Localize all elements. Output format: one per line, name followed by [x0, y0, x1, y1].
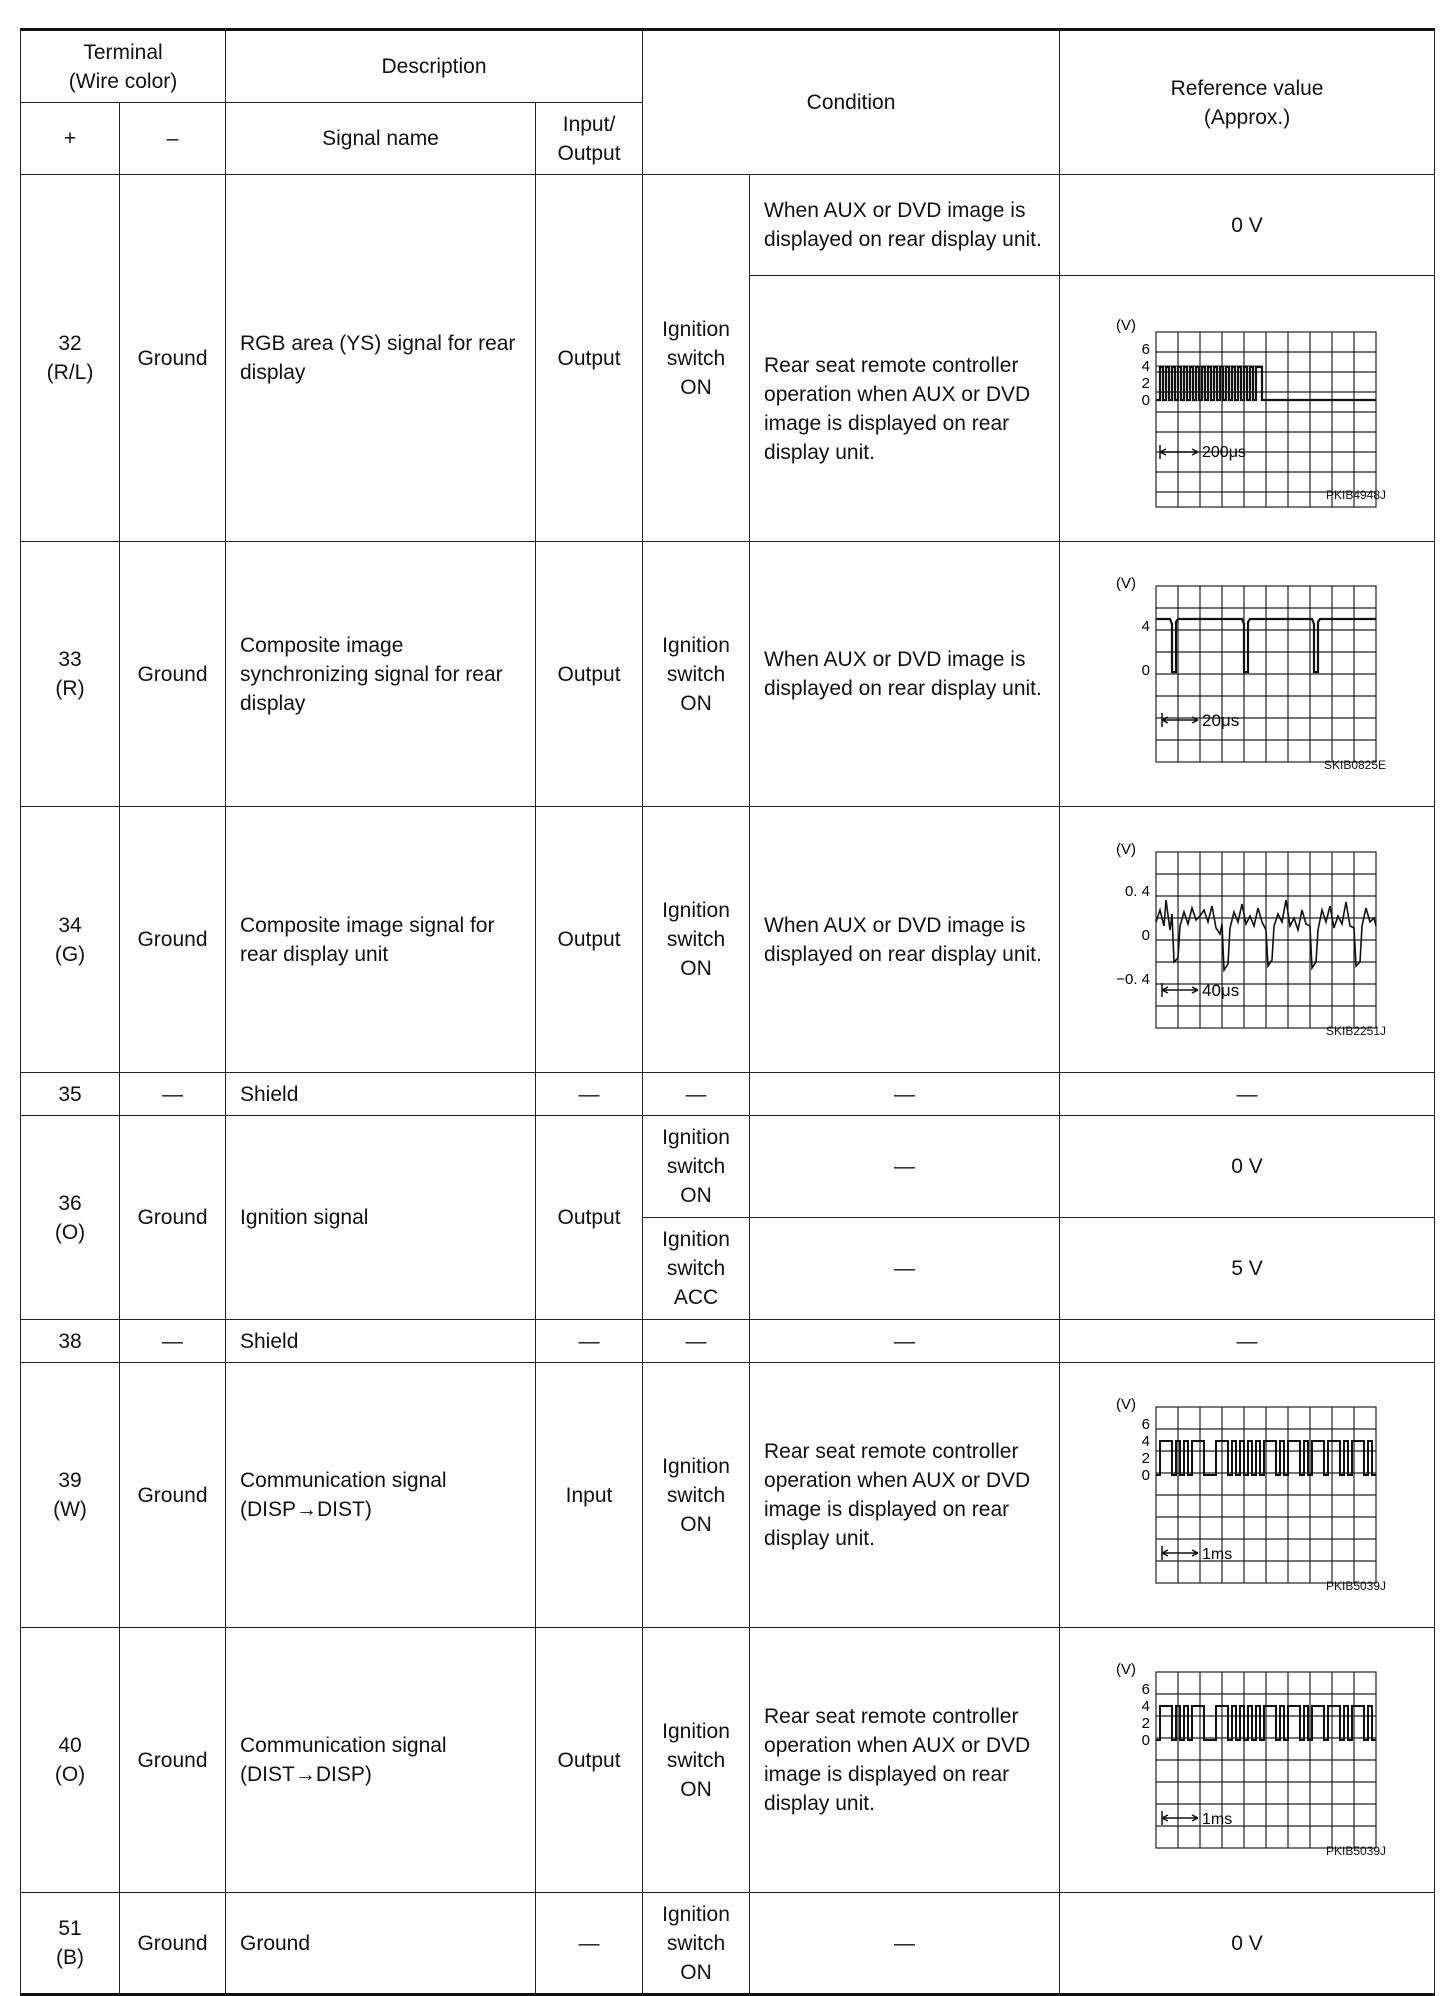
ignition-word: Ignition	[662, 1126, 730, 1149]
ignition-word: Ignition	[662, 1228, 730, 1251]
reference-waveform	[1060, 276, 1435, 542]
terminal-spec-table	[20, 28, 1435, 1996]
minus-terminal: Ground	[120, 807, 226, 1073]
unit-label: (V)	[1116, 1661, 1137, 1678]
input-output: —	[536, 1893, 643, 1995]
terminal-id: 39	[58, 1469, 82, 1492]
figure-code: PKIB5039J	[1325, 1844, 1387, 1858]
oscilloscope-waveform	[1102, 1385, 1392, 1605]
table-row	[21, 1893, 1435, 1995]
terminal-number	[21, 1893, 120, 1995]
approx-label: (Approx.)	[1203, 105, 1291, 129]
table-row	[21, 542, 1435, 807]
table-row	[21, 807, 1435, 1073]
ignition-word: Ignition	[662, 1902, 730, 1926]
y-tick: 0. 4	[1125, 882, 1151, 900]
signal-name-header: Signal name	[226, 103, 536, 175]
signal-name: RGB area (YS) signal for rear display	[226, 175, 536, 542]
condition: —	[750, 1073, 1060, 1116]
terminal-number	[21, 175, 120, 542]
condition: —	[750, 1320, 1060, 1363]
minus-terminal: Ground	[120, 1628, 226, 1893]
wire-color: (W)	[53, 1498, 87, 1521]
reference-value: 0 V	[1060, 175, 1435, 276]
unit-label: (V)	[1116, 316, 1137, 334]
y-tick: 2	[1141, 1715, 1151, 1732]
condition: When AUX or DVD image is displayed on rear display unit.	[750, 175, 1060, 276]
switch-position: ON	[680, 1960, 712, 1984]
input-output: Output	[536, 175, 643, 542]
ignition-state	[643, 1628, 750, 1893]
oscilloscope-waveform	[1102, 564, 1392, 784]
condition: —	[750, 1218, 1060, 1320]
minus-terminal: —	[120, 1073, 226, 1116]
switch-word: switch	[666, 1483, 726, 1507]
reference-value: 5 V	[1060, 1218, 1435, 1320]
table-row	[21, 1320, 1435, 1363]
terminal-number: 38	[21, 1320, 120, 1363]
terminal-number	[21, 542, 120, 807]
figure-code: PKIB5039J	[1325, 1579, 1387, 1593]
input-output: Input	[536, 1363, 643, 1628]
minus-terminal: Ground	[120, 1116, 226, 1320]
input-output: —	[536, 1073, 643, 1116]
ignition-word: Ignition	[662, 1719, 730, 1743]
switch-word: switch	[666, 928, 726, 951]
y-tick: 0	[1141, 391, 1151, 409]
terminal-number	[21, 807, 120, 1073]
time-division: 40μs	[1202, 980, 1240, 1000]
minus-terminal: —	[120, 1320, 226, 1363]
ignition-word: Ignition	[662, 1454, 730, 1478]
condition: When AUX or DVD image is displayed on rear display unit.	[750, 807, 1060, 1073]
terminal-number	[21, 1116, 120, 1320]
y-tick: 4	[1141, 1433, 1151, 1450]
switch-word: switch	[666, 1748, 726, 1772]
ignition-state: —	[643, 1320, 750, 1363]
time-division: 200μs	[1202, 443, 1246, 461]
minus-header: –	[120, 103, 226, 175]
terminal-number	[21, 1628, 120, 1893]
switch-word: switch	[666, 1257, 726, 1280]
table-row	[21, 1628, 1435, 1893]
wire-color: (O)	[54, 1763, 86, 1786]
switch-position: ACC	[673, 1286, 719, 1309]
switch-word: switch	[666, 1155, 726, 1178]
switch-word: switch	[666, 346, 726, 370]
signal-name	[226, 1363, 536, 1628]
input-output-header	[536, 103, 643, 175]
signal-name: Shield	[226, 1320, 536, 1363]
ignition-state	[643, 1363, 750, 1628]
condition: Rear seat remote controller operation when AUX or DVD image is displayed on rear display unit.	[750, 1363, 1060, 1628]
time-division: 1ms	[1202, 1811, 1233, 1828]
switch-position: ON	[680, 1184, 712, 1207]
wire-color-label: (Wire color)	[68, 69, 178, 93]
signal-name	[226, 1628, 536, 1893]
signal-direction: (DISP→DIST)	[240, 1498, 372, 1521]
switch-position: ON	[680, 957, 712, 980]
table-row	[21, 1116, 1435, 1218]
switch-position: ON	[680, 1777, 712, 1801]
table-row	[21, 175, 1435, 276]
terminal-number	[21, 1363, 120, 1628]
terminal-id: 40	[58, 1734, 82, 1757]
input-output: —	[536, 1320, 643, 1363]
wire-color: (R/L)	[46, 361, 94, 384]
oscilloscope-waveform	[1102, 830, 1392, 1050]
condition: Rear seat remote controller operation when AUX or DVD image is displayed on rear display unit.	[750, 276, 1060, 542]
ignition-state	[643, 542, 750, 807]
input-output-label-1: Input/	[562, 112, 616, 136]
reference-waveform	[1060, 542, 1435, 807]
wire-color: (O)	[54, 1220, 86, 1244]
signal-name: Shield	[226, 1073, 536, 1116]
ignition-state	[643, 1218, 750, 1320]
signal-name: Ground	[226, 1893, 536, 1995]
figure-code: SKIB2251J	[1325, 1023, 1387, 1038]
terminal-id: 36	[58, 1191, 82, 1215]
unit-label: (V)	[1116, 840, 1137, 858]
switch-position: ON	[680, 691, 712, 715]
reference-value: 0 V	[1060, 1893, 1435, 1995]
terminal-id: 51	[58, 1917, 82, 1940]
y-tick: 2	[1141, 1450, 1151, 1467]
minus-terminal: Ground	[120, 1893, 226, 1995]
figure-code: PKIB4948J	[1325, 487, 1387, 502]
ignition-word: Ignition	[662, 317, 730, 341]
terminal-number: 35	[21, 1073, 120, 1116]
y-tick: 4	[1141, 618, 1151, 635]
switch-word: switch	[666, 662, 726, 686]
ignition-word: Ignition	[662, 633, 730, 657]
wire-color: (R)	[55, 677, 85, 700]
minus-terminal: Ground	[120, 175, 226, 542]
terminal-label: Terminal	[83, 40, 163, 64]
terminal-id: 34	[58, 913, 82, 937]
terminal-header	[21, 30, 226, 103]
ignition-state	[643, 175, 750, 542]
y-tick: 0	[1141, 926, 1151, 944]
ignition-state	[643, 1893, 750, 1995]
y-tick: 0	[1141, 1732, 1151, 1749]
y-tick: 6	[1141, 1416, 1151, 1433]
input-output-label-2: Output	[557, 141, 621, 165]
wire-color: (G)	[54, 942, 86, 966]
reference-value: 0 V	[1060, 1116, 1435, 1218]
minus-terminal: Ground	[120, 542, 226, 807]
reference-waveform	[1060, 1363, 1435, 1628]
oscilloscope-waveform	[1102, 304, 1392, 514]
input-output: Output	[536, 1628, 643, 1893]
reference-value-label: Reference value	[1170, 76, 1324, 100]
signal-direction: (DIST→DISP)	[240, 1763, 372, 1786]
y-tick: 2	[1141, 374, 1151, 392]
terminal-id: 33	[58, 648, 82, 671]
unit-label: (V)	[1116, 575, 1137, 592]
condition: —	[750, 1893, 1060, 1995]
switch-position: ON	[680, 1512, 712, 1536]
terminal-id: 32	[58, 332, 82, 355]
unit-label: (V)	[1116, 1396, 1137, 1413]
oscilloscope-waveform	[1102, 1650, 1392, 1870]
wire-color: (B)	[56, 1946, 84, 1969]
condition: When AUX or DVD image is displayed on rear display unit.	[750, 542, 1060, 807]
minus-terminal: Ground	[120, 1363, 226, 1628]
table-row	[21, 1363, 1435, 1628]
ignition-word: Ignition	[662, 899, 730, 922]
y-tick: 0	[1141, 662, 1151, 679]
y-tick: 6	[1141, 1681, 1151, 1698]
y-tick: −0. 4	[1116, 970, 1151, 988]
signal-name: Composite image signal for rear display unit	[226, 807, 536, 1073]
switch-word: switch	[666, 1931, 726, 1955]
reference-waveform	[1060, 1628, 1435, 1893]
ignition-state	[643, 807, 750, 1073]
plus-header: +	[21, 103, 120, 175]
ignition-state: —	[643, 1073, 750, 1116]
reference-value: —	[1060, 1320, 1435, 1363]
y-tick: 0	[1141, 1467, 1151, 1484]
signal-name-line: Communication signal	[240, 1469, 447, 1492]
condition: —	[750, 1116, 1060, 1218]
table-row	[21, 1073, 1435, 1116]
signal-name: Ignition signal	[226, 1116, 536, 1320]
condition: Rear seat remote controller operation when AUX or DVD image is displayed on rear display unit.	[750, 1628, 1060, 1893]
signal-name: Composite image synchronizing signal for rear display	[226, 542, 536, 807]
y-tick: 4	[1141, 1698, 1151, 1715]
y-tick: 6	[1141, 340, 1151, 358]
reference-value: —	[1060, 1073, 1435, 1116]
y-tick: 4	[1141, 357, 1151, 375]
input-output: Output	[536, 542, 643, 807]
switch-position: ON	[680, 375, 712, 399]
ignition-state	[643, 1116, 750, 1218]
time-division: 1ms	[1202, 1546, 1233, 1563]
header-row-1	[21, 30, 1435, 103]
description-header: Description	[226, 30, 643, 103]
figure-code: SKIB0825E	[1323, 758, 1387, 772]
condition-header: Condition	[643, 30, 1060, 175]
input-output: Output	[536, 1116, 643, 1320]
signal-name-line: Communication signal	[240, 1734, 447, 1757]
reference-value-header	[1060, 30, 1435, 175]
time-division: 20μs	[1202, 711, 1240, 730]
reference-waveform	[1060, 807, 1435, 1073]
input-output: Output	[536, 807, 643, 1073]
